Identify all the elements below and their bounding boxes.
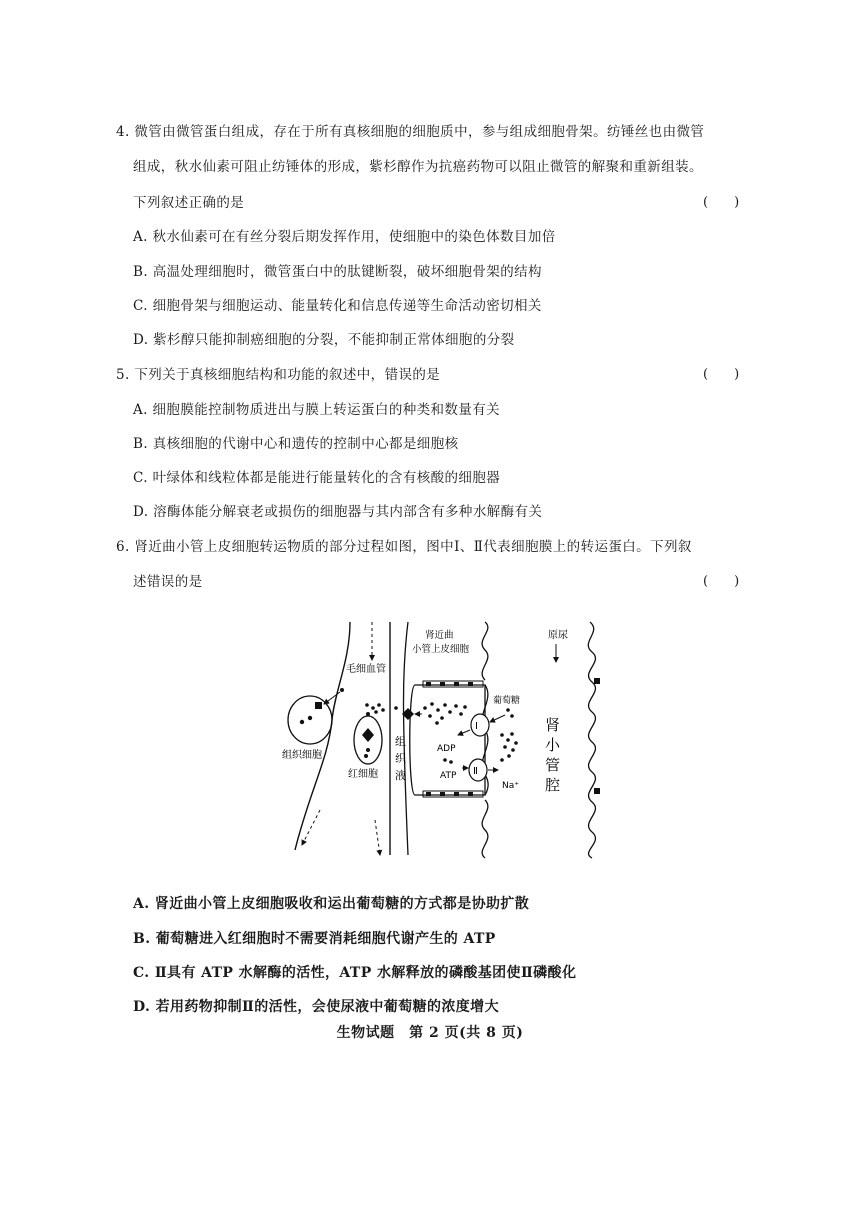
glucose-label: 葡萄糖: [493, 696, 521, 706]
transporter-1-label: Ⅰ: [475, 721, 478, 732]
sodium-label: Na⁺: [502, 781, 519, 791]
epithelial-label-1: 肾近曲: [425, 630, 454, 641]
q5-stem-line-1: 5. 下列关于真核细胞结构和功能的叙述中，错误的是: [116, 367, 441, 383]
interstitial-label-2: 织: [395, 752, 406, 765]
q6-option-b: B. 葡萄糖进入红细胞时不需要消耗细胞代谢产生的 ATP: [133, 931, 496, 947]
transporter-2: [469, 759, 487, 781]
q6-answer-paren: ( ): [703, 574, 740, 589]
sodium-dots: [500, 732, 518, 762]
kidney-tubule-diagram: [280, 610, 620, 865]
q5-option-a: A. 细胞膜能控制物质进出与膜上转运蛋白的种类和数量有关: [133, 402, 501, 418]
lumen-label-3: 管: [545, 756, 561, 774]
q6-stem-line-2: 述错误的是: [133, 574, 203, 590]
epithelial-label-2: 小管上皮细胞: [412, 644, 470, 655]
adp-label: ADP: [437, 744, 456, 754]
q4-stem-line-1: 4. 微管由微管蛋白组成，存在于所有真核细胞的细胞质中，参与组成细胞骨架。纺锤丝也由微管: [116, 124, 705, 140]
q5-answer-paren: ( ): [703, 367, 740, 382]
q4-option-d: D. 紫杉醇只能抑制癌细胞的分裂，不能抑制正常体细胞的分裂: [133, 332, 515, 348]
tubule-wall-right: [588, 622, 595, 858]
glucose-dots-cell: [423, 702, 467, 725]
lumen-label-1: 肾: [545, 716, 561, 734]
tight-junction-bottom: [423, 791, 483, 797]
page-footer: 生物试题 第 2 页(共 8 页): [336, 1025, 524, 1041]
rbc-label: 红细胞: [348, 769, 378, 780]
atp-label: ATP: [440, 771, 457, 781]
q6-option-d: D. 若用药物抑制Ⅱ的活性，会使尿液中葡萄糖的浓度增大: [133, 999, 499, 1015]
lumen-label-2: 小: [545, 736, 561, 754]
q4-option-c: C. 细胞骨架与细胞运动、能量转化和信息传递等生命活动密切相关: [133, 298, 542, 314]
tissue-cell-label: 组织细胞: [282, 750, 322, 761]
lumen-label-4: 腔: [545, 776, 561, 794]
tissue-cell-transporter: [315, 702, 322, 709]
q4-answer-paren: ( ): [703, 195, 740, 210]
glucose-dots-interstitial: [365, 703, 398, 714]
q4-stem-line-2: 组成，秋水仙素可阻止纺锤体的形成，紫杉醇作为抗癌药物可以阻止微管的解聚和重新组装。: [133, 159, 703, 175]
q4-stem-line-3: 下列叙述正确的是: [133, 195, 245, 211]
q4-option-a: A. 秋水仙素可在有丝分裂后期发挥作用，使细胞中的染色体数目加倍: [133, 229, 556, 245]
interstitial-label-1: 组: [395, 735, 406, 748]
urine-label: 原尿: [548, 630, 568, 641]
q6-option-c: C. Ⅱ具有 ATP 水解酶的活性，ATP 水解释放的磷酸基团使Ⅱ磷酸化: [133, 965, 577, 981]
capillary-wall-left: [295, 622, 350, 850]
q5-option-d: D. 溶酶体能分解衰老或损伤的细胞器与其内部含有多种水解酶有关: [133, 504, 543, 520]
tight-junction-top: [423, 681, 483, 687]
capillary-label: 毛细血管: [346, 664, 386, 675]
blood-flow-arrow-bottom-right: [375, 820, 380, 855]
transporter-2-label: Ⅱ: [473, 766, 478, 777]
q6-option-a: A. 肾近曲小管上皮细胞吸收和运出葡萄糖的方式都是协助扩散: [133, 896, 530, 912]
q5-option-c: C. 叶绿体和线粒体都是能进行能量转化的含有核酸的细胞器: [133, 470, 501, 486]
q4-option-b: B. 高温处理细胞时，微管蛋白中的肽键断裂，破坏细胞骨架的结构: [133, 264, 542, 280]
q6-stem-line-1: 6. 肾近曲小管上皮细胞转运物质的部分过程如图，图中Ⅰ、Ⅱ代表细胞膜上的转运蛋白。下列叙: [116, 539, 692, 555]
transporter-1: [471, 714, 489, 736]
q5-option-b: B. 真核细胞的代谢中心和遗传的控制中心都是细胞核: [133, 436, 459, 452]
interstitial-label-3: 液: [395, 769, 406, 782]
